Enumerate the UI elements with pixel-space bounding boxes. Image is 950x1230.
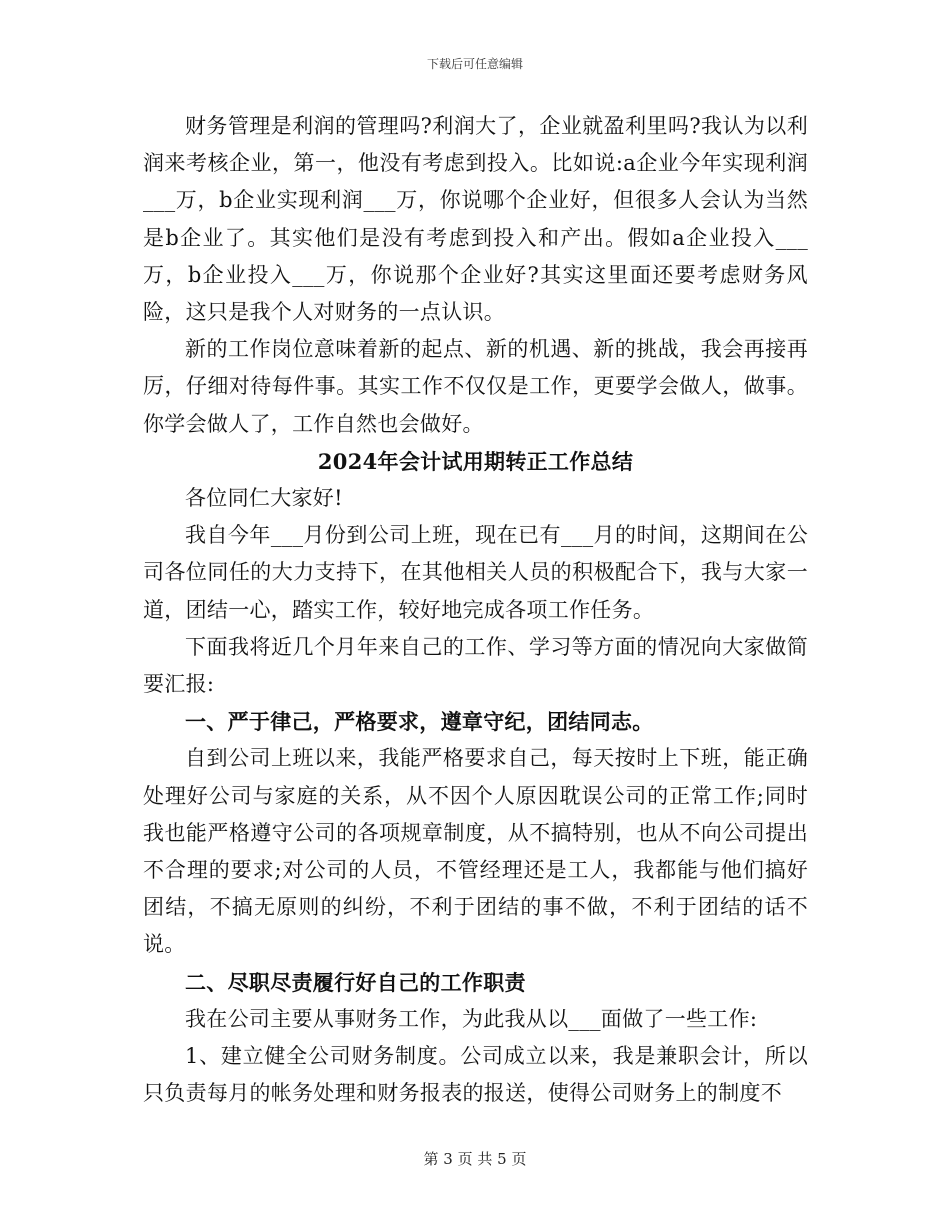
paragraph-discipline: 自到公司上班以来，我能严格要求自己，每天按时上下班，能正确处理好公司与家庭的关系，从不因个人原因耽误公司的正常工作;同时我也能严格遵守公司的各项规章制度，从不搞特别，也从不向公司提出不合理的要求;对公司的人员，不管经理还是工人，我都能与他们搞好团结，不搞无原则的纠纷，不利于团结的事不做，不利于团结的话不说。	[143, 746, 808, 957]
section-heading-1: 一、严于律己，严格要求，遵章守纪，团结同志。	[185, 709, 654, 735]
paragraph-finance-work: 我在公司主要从事财务工作，为此我从以___面做了一些工作:	[185, 1006, 758, 1031]
paragraph-item-1: 1、建立健全公司财务制度。公司成立以来，我是兼职会计，所以只负责每月的帐务处理和财务报表的报送，使得公司财务上的制度不	[143, 1044, 808, 1106]
paragraph-finance-management: 财务管理是利润的管理吗?利润大了，企业就盈利里吗?我认为以利润来考核企业，第一，他没有考虑到投入。比如说:a企业今年实现利润___万，b企业实现利润___万，你说哪个企业好，但很多人会认为当然是b企业了。其实他们是没有考虑到投入和产出。假如a企业投入___万，b企业投入___万，你说那个企业好?其实这里面还要考虑财务风险，这只是我个人对财务的一点认识。	[143, 114, 808, 325]
document-body	[143, 108, 808, 1112]
page-footer: 第 3 页 共 5 页	[423, 1150, 527, 1168]
page-header: 下载后可任意编辑	[426, 57, 523, 71]
section-heading-2: 二、尽职尽责履行好自己的工作职责	[185, 969, 526, 995]
document-title: 2024年会计试用期转正工作总结	[317, 448, 634, 474]
greeting: 各位同仁大家好!	[185, 486, 343, 511]
paragraph-report-intro: 下面我将近几个月年来自己的工作、学习等方面的情况向大家做简要汇报:	[143, 634, 808, 697]
paragraph-new-position: 新的工作岗位意味着新的起点、新的机遇、新的挑战，我会再接再厉，仔细对待每件事。其实工作不仅仅是工作，更要学会做人，做事。你学会做人了，工作自然也会做好。	[143, 337, 808, 436]
paragraph-intro: 我自今年___月份到公司上班，现在已有___月的时间，这期间在公司各位同任的大力支持下，在其他相关人员的积极配合下，我与大家一道，团结一心，踏实工作，较好地完成各项工作任务。	[143, 523, 808, 622]
